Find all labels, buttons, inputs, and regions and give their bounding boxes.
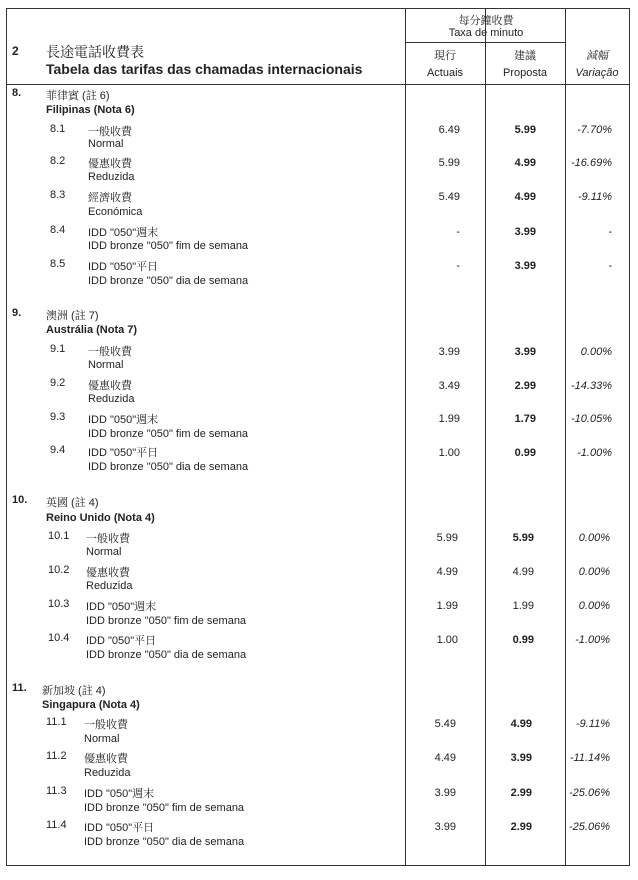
item-label-pt: IDD bronze "050" dia de semana bbox=[88, 461, 249, 473]
proposed-rate: 4.99 bbox=[514, 157, 536, 169]
variation-value: -14.33% bbox=[571, 380, 612, 392]
item-label-pt: Normal bbox=[88, 359, 124, 371]
variation-value: 0.00% bbox=[578, 566, 610, 578]
current-rate: 5.49 bbox=[434, 718, 456, 730]
variation-value: - bbox=[608, 226, 612, 238]
item-label-pt: Reduzida bbox=[84, 767, 131, 779]
variation-value: 0.00% bbox=[578, 532, 610, 544]
section-name-zh: 菲律賓 (註 6) bbox=[46, 90, 110, 102]
variation-value: -9.11% bbox=[577, 191, 612, 203]
proposed-rate: 3.99 bbox=[514, 260, 536, 272]
rate-subheader-divider bbox=[405, 42, 565, 43]
current-rate: 6.49 bbox=[438, 124, 460, 136]
section-name-pt: Filipinas (Nota 6) bbox=[46, 104, 135, 116]
item-number: 9.2 bbox=[50, 377, 66, 389]
section-number: 11. bbox=[12, 682, 27, 694]
section-name-pt: Austrália (Nota 7) bbox=[46, 324, 138, 336]
item-number: 10.2 bbox=[48, 564, 70, 576]
section-number: 9. bbox=[12, 307, 22, 319]
variation-value: -9.11% bbox=[575, 718, 610, 730]
item-label-zh: IDD "050"平日 bbox=[84, 822, 155, 834]
column-header-current-zh: 現行 bbox=[434, 50, 456, 62]
column-divider-current bbox=[405, 8, 406, 866]
proposed-rate: 1.99 bbox=[512, 600, 534, 612]
current-rate: 5.99 bbox=[438, 157, 460, 169]
proposed-rate: 1.79 bbox=[514, 413, 536, 425]
item-label-pt: IDD bronze "050" fim de semana bbox=[86, 615, 247, 627]
variation-value: -1.00% bbox=[577, 447, 612, 459]
current-rate: 3.99 bbox=[434, 787, 456, 799]
proposed-rate: 3.99 bbox=[514, 346, 536, 358]
column-divider-variation bbox=[565, 8, 566, 866]
item-number: 10.4 bbox=[48, 632, 70, 644]
item-label-pt: IDD bronze "050" fim de semana bbox=[88, 428, 249, 440]
item-label-zh: 優惠收費 bbox=[86, 567, 130, 579]
item-label-pt: Normal bbox=[84, 733, 120, 745]
item-number: 11.1 bbox=[46, 716, 67, 728]
table-title-zh: 長途電話收費表 bbox=[46, 44, 144, 60]
item-label-pt: IDD bronze "050" dia de semana bbox=[88, 275, 249, 287]
item-label-zh: IDD "050"週末 bbox=[88, 414, 159, 426]
variation-value: 0.00% bbox=[578, 600, 610, 612]
item-number: 11.2 bbox=[46, 750, 67, 762]
item-label-pt: Reduzida bbox=[86, 580, 133, 592]
proposed-rate: 3.99 bbox=[510, 752, 532, 764]
item-label-zh: IDD "050"週末 bbox=[84, 788, 155, 800]
item-label-pt: IDD bronze "050" dia de semana bbox=[86, 649, 247, 661]
current-rate: - bbox=[456, 226, 460, 238]
section-number: 10. bbox=[12, 494, 28, 506]
proposed-rate: 3.99 bbox=[514, 226, 536, 238]
item-number: 8.2 bbox=[50, 155, 66, 167]
current-rate: 3.49 bbox=[438, 380, 460, 392]
proposed-rate: 0.99 bbox=[512, 634, 534, 646]
current-rate: 5.49 bbox=[438, 191, 460, 203]
item-label-zh: 優惠收費 bbox=[84, 753, 128, 765]
variation-value: -11.14% bbox=[569, 752, 610, 764]
column-header-variation-pt: Variação bbox=[575, 67, 619, 79]
variation-value: -1.00% bbox=[575, 634, 610, 646]
current-rate: 3.99 bbox=[438, 346, 460, 358]
item-number: 10.1 bbox=[48, 530, 70, 542]
current-rate: 1.00 bbox=[438, 447, 460, 459]
item-number: 8.3 bbox=[50, 189, 66, 201]
table-number: 2 bbox=[12, 44, 19, 58]
variation-value: -25.06% bbox=[569, 787, 610, 799]
section-name-pt: Singapura (Nota 4) bbox=[42, 699, 140, 711]
variation-value: 0.00% bbox=[580, 346, 612, 358]
item-number: 10.3 bbox=[48, 598, 70, 610]
item-label-pt: Económica bbox=[88, 206, 143, 218]
proposed-rate: 5.99 bbox=[512, 532, 534, 544]
item-label-pt: Normal bbox=[86, 546, 122, 558]
item-label-pt: IDD bronze "050" fim de semana bbox=[88, 240, 249, 252]
item-label-zh: 一般收費 bbox=[84, 719, 128, 731]
item-number: 8.5 bbox=[50, 258, 66, 270]
item-number: 9.1 bbox=[50, 343, 66, 355]
item-number: 11.3 bbox=[46, 785, 67, 797]
item-label-zh: 一般收費 bbox=[88, 126, 132, 138]
proposed-rate: 5.99 bbox=[514, 124, 536, 136]
item-label-zh: 經濟收費 bbox=[88, 192, 132, 204]
item-label-pt: Reduzida bbox=[88, 171, 135, 183]
item-label-zh: IDD "050"平日 bbox=[88, 447, 159, 459]
rate-per-minute-zh: 每分鐘收費 bbox=[458, 15, 514, 27]
current-rate: 1.99 bbox=[436, 600, 458, 612]
item-label-zh: 一般收費 bbox=[86, 533, 130, 545]
proposed-rate: 2.99 bbox=[514, 380, 536, 392]
variation-value: -10.05% bbox=[571, 413, 612, 425]
item-label-zh: IDD "050"週末 bbox=[86, 601, 157, 613]
proposed-rate: 2.99 bbox=[510, 821, 532, 833]
column-header-variation-zh: 減幅 bbox=[586, 50, 608, 62]
current-rate: 4.49 bbox=[434, 752, 456, 764]
item-number: 9.4 bbox=[50, 444, 66, 456]
item-label-zh: 優惠收費 bbox=[88, 380, 132, 392]
item-label-pt: IDD bronze "050" fim de semana bbox=[84, 802, 245, 814]
column-header-current-pt: Actuais bbox=[426, 67, 464, 79]
variation-value: -25.06% bbox=[569, 821, 610, 833]
section-name-zh: 澳洲 (註 7) bbox=[46, 310, 99, 322]
item-number: 8.1 bbox=[50, 123, 66, 135]
section-name-pt: Reino Unido (Nota 4) bbox=[46, 512, 155, 524]
proposed-rate: 0.99 bbox=[514, 447, 536, 459]
item-label-pt: IDD bronze "050" dia de semana bbox=[84, 836, 245, 848]
variation-value: -16.69% bbox=[571, 157, 612, 169]
header-divider bbox=[6, 84, 630, 85]
rate-per-minute-pt: Taxa de minuto bbox=[448, 27, 524, 39]
proposed-rate: 4.99 bbox=[512, 566, 534, 578]
section-name-zh: 英國 (註 4) bbox=[46, 497, 99, 509]
current-rate: 4.99 bbox=[436, 566, 458, 578]
item-label-zh: 優惠收費 bbox=[88, 158, 132, 170]
variation-value: -7.70% bbox=[577, 124, 612, 136]
item-number: 9.3 bbox=[50, 411, 66, 423]
table-title-pt: Tabela das tarifas das chamadas internacionais bbox=[46, 61, 363, 77]
item-number: 8.4 bbox=[50, 224, 66, 236]
variation-value: - bbox=[608, 260, 612, 272]
item-label-zh: IDD "050"平日 bbox=[88, 261, 159, 273]
current-rate: 1.00 bbox=[436, 634, 458, 646]
current-rate: - bbox=[456, 260, 460, 272]
column-header-proposed-zh: 建議 bbox=[514, 50, 536, 62]
proposed-rate: 2.99 bbox=[510, 787, 532, 799]
item-label-pt: Normal bbox=[88, 138, 124, 150]
item-label-pt: Reduzida bbox=[88, 393, 135, 405]
proposed-rate: 4.99 bbox=[510, 718, 532, 730]
item-label-zh: IDD "050"平日 bbox=[86, 635, 157, 647]
section-number: 8. bbox=[12, 87, 22, 99]
column-divider-proposed bbox=[485, 8, 486, 866]
item-label-zh: 一般收費 bbox=[88, 346, 132, 358]
current-rate: 1.99 bbox=[438, 413, 460, 425]
current-rate: 5.99 bbox=[436, 532, 458, 544]
item-number: 11.4 bbox=[46, 819, 67, 831]
item-label-zh: IDD "050"週末 bbox=[88, 227, 159, 239]
current-rate: 3.99 bbox=[434, 821, 456, 833]
section-name-zh: 新加坡 (註 4) bbox=[42, 685, 106, 697]
proposed-rate: 4.99 bbox=[514, 191, 536, 203]
column-header-proposed-pt: Proposta bbox=[502, 67, 548, 79]
